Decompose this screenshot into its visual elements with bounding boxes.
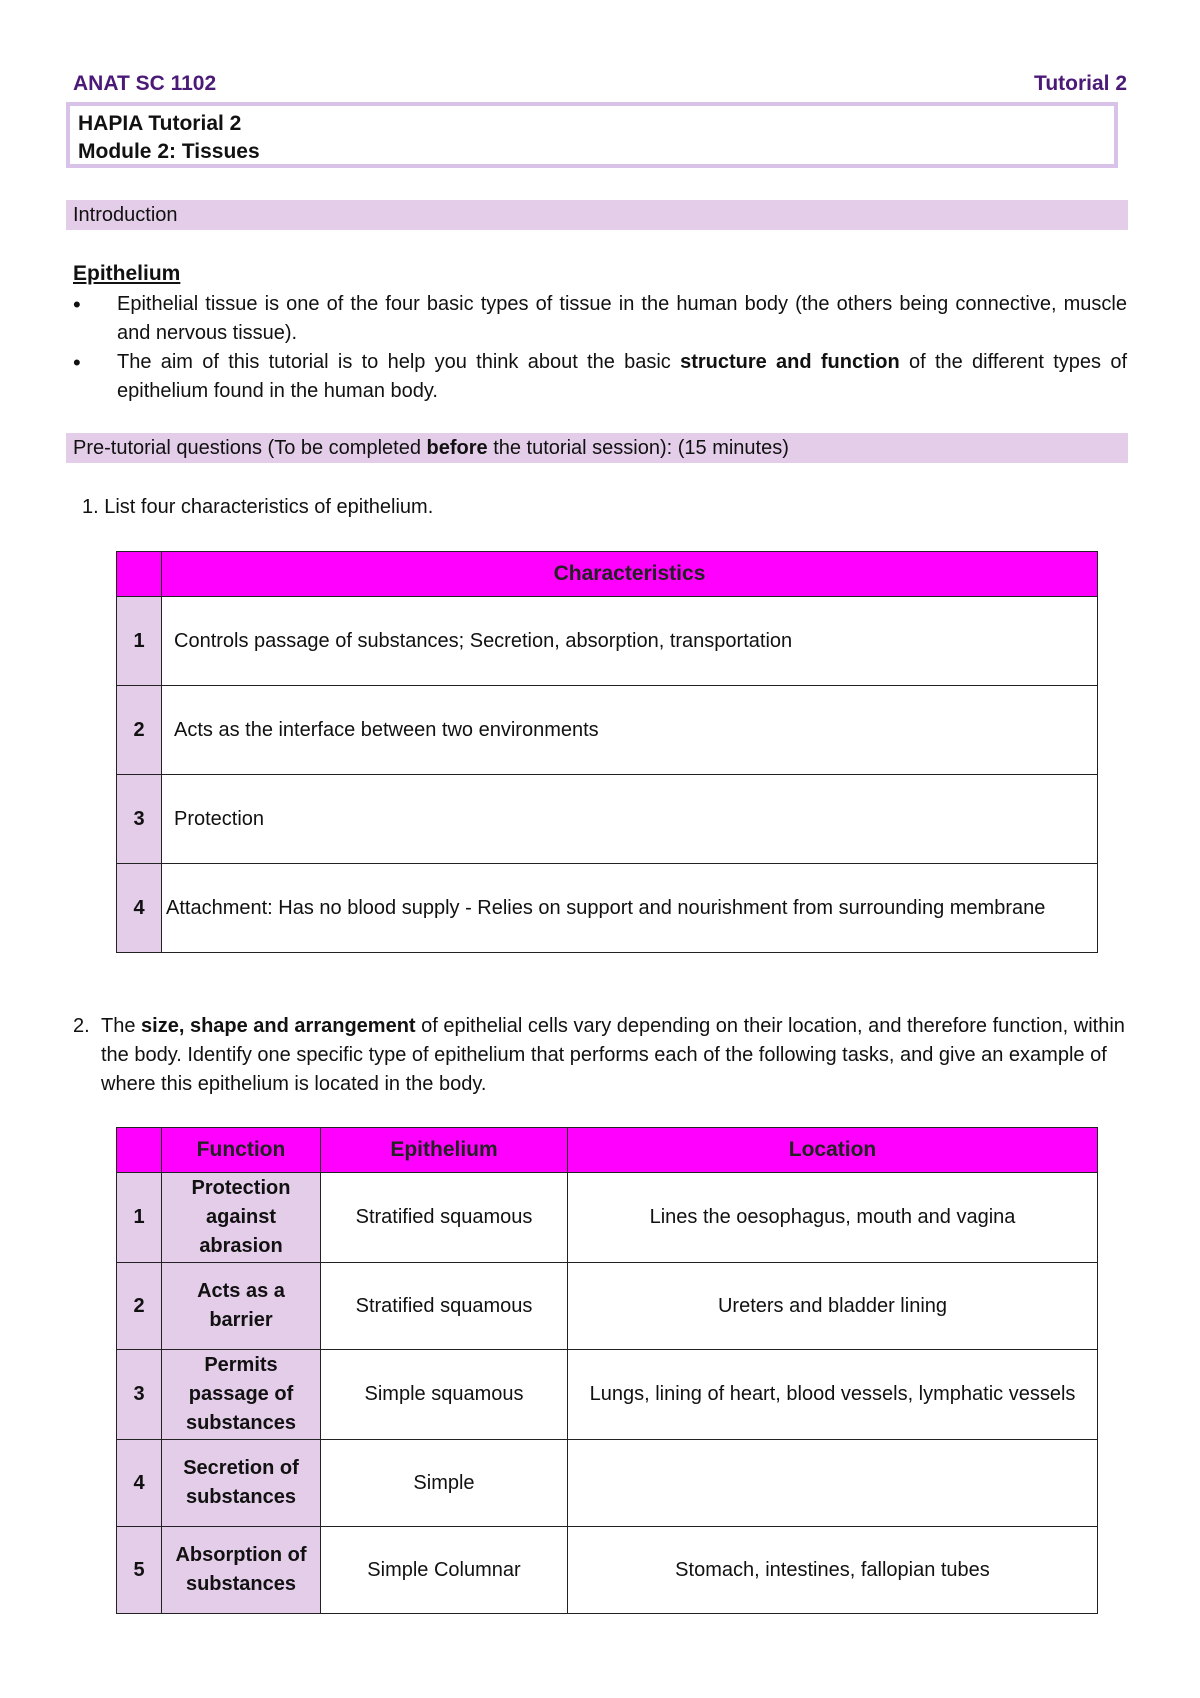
question-2-number: 2. xyxy=(73,1015,90,1037)
introduction-band: Introduction xyxy=(66,200,1128,230)
characteristic-cell: Protection xyxy=(162,775,1098,864)
function-epithelium-table xyxy=(116,1127,1098,1614)
location-cell: Ureters and bladder lining xyxy=(568,1263,1098,1350)
table-row xyxy=(117,864,1098,953)
row-number: 1 xyxy=(117,597,162,686)
header-blank-cell xyxy=(117,552,162,597)
question-2-post: of epithelial cells vary depending on their location, and therefore function, within the body. Identify one specific type of epithelium that performs each of the following tasks, and give an example of where this epithelium is located in the body. xyxy=(101,1015,1125,1095)
question-2-pre: The xyxy=(101,1015,142,1037)
title-line-2: Module 2: Tissues xyxy=(78,140,260,163)
bullet-text-2 xyxy=(117,348,1127,406)
table-row xyxy=(117,1350,1098,1440)
bullet-icon: • xyxy=(73,350,81,375)
bullet-2-pre: The aim of this tutorial is to help you think about the basic xyxy=(117,351,681,373)
epithelium-cell: Simple Columnar xyxy=(321,1527,568,1614)
list-item xyxy=(73,290,1127,348)
function-cell: Permits passage of substances xyxy=(162,1350,321,1440)
bullet-2-bold: structure and function xyxy=(680,351,900,373)
epithelium-cell: Stratified squamous xyxy=(321,1263,568,1350)
row-number: 2 xyxy=(117,1263,162,1350)
characteristic-cell: Controls passage of substances; Secretion, absorption, transportation xyxy=(162,597,1098,686)
location-cell: Lungs, lining of heart, blood vessels, lymphatic vessels xyxy=(568,1350,1098,1440)
bullet-2-post: of the different types of epithelium found in the human body. xyxy=(117,351,1127,402)
row-number: 1 xyxy=(117,1173,162,1263)
location-header: Location xyxy=(568,1128,1098,1173)
header-blank-cell xyxy=(117,1128,162,1173)
pretutorial-pre: Pre-tutorial questions (To be completed xyxy=(73,437,427,459)
function-cell: Acts as a barrier xyxy=(162,1263,321,1350)
tutorial-label: Tutorial 2 xyxy=(1034,72,1127,95)
question-2-text xyxy=(101,1012,1127,1099)
location-cell: Lines the oesophagus, mouth and vagina xyxy=(568,1173,1098,1263)
table-row xyxy=(117,1263,1098,1350)
row-number: 3 xyxy=(117,1350,162,1440)
row-number: 5 xyxy=(117,1527,162,1614)
question-2 xyxy=(73,1012,1127,1099)
characteristic-cell: Acts as the interface between two environments xyxy=(162,686,1098,775)
bullet-icon: • xyxy=(73,292,81,317)
location-cell xyxy=(568,1440,1098,1527)
function-cell: Secretion of substances xyxy=(162,1440,321,1527)
function-header: Function xyxy=(162,1128,321,1173)
table-row xyxy=(117,597,1098,686)
question-1: 1. List four characteristics of epithelium. xyxy=(82,496,434,518)
epithelium-cell: Stratified squamous xyxy=(321,1173,568,1263)
row-number: 4 xyxy=(117,1440,162,1527)
table-row xyxy=(117,1527,1098,1614)
bullet-text-1: Epithelial tissue is one of the four basic types of tissue in the human body (the others being connective, muscle and nervous tissue). xyxy=(117,293,1127,344)
title-box xyxy=(66,102,1118,168)
pretutorial-band xyxy=(66,433,1128,463)
running-header xyxy=(73,72,1127,96)
epithelium-cell: Simple squamous xyxy=(321,1350,568,1440)
characteristics-table xyxy=(116,551,1098,953)
function-cell: Absorption of substances xyxy=(162,1527,321,1614)
title-line-1: HAPIA Tutorial 2 xyxy=(78,112,242,135)
table-header-row xyxy=(117,552,1098,597)
epithelium-header: Epithelium xyxy=(321,1128,568,1173)
characteristics-header: Characteristics xyxy=(162,552,1098,597)
epithelium-heading: Epithelium xyxy=(73,262,181,285)
table-row xyxy=(117,686,1098,775)
table-row xyxy=(117,775,1098,864)
function-cell: Protection against abrasion xyxy=(162,1173,321,1263)
list-item xyxy=(73,348,1127,406)
characteristic-cell: Attachment: Has no blood supply - Relies on support and nourishment from surrounding membrane xyxy=(162,864,1098,953)
epithelium-cell: Simple xyxy=(321,1440,568,1527)
table-row xyxy=(117,1173,1098,1263)
table-row xyxy=(117,1440,1098,1527)
row-number: 3 xyxy=(117,775,162,864)
location-cell: Stomach, intestines, fallopian tubes xyxy=(568,1527,1098,1614)
course-code: ANAT SC 1102 xyxy=(73,72,217,95)
row-number: 4 xyxy=(117,864,162,953)
table-header-row xyxy=(117,1128,1098,1173)
question-2-bold: size, shape and arrangement xyxy=(141,1015,416,1037)
pretutorial-bold: before xyxy=(426,437,488,459)
intro-bullet-list xyxy=(73,290,1127,406)
row-number: 2 xyxy=(117,686,162,775)
pretutorial-post: the tutorial session): (15 minutes) xyxy=(487,437,789,459)
